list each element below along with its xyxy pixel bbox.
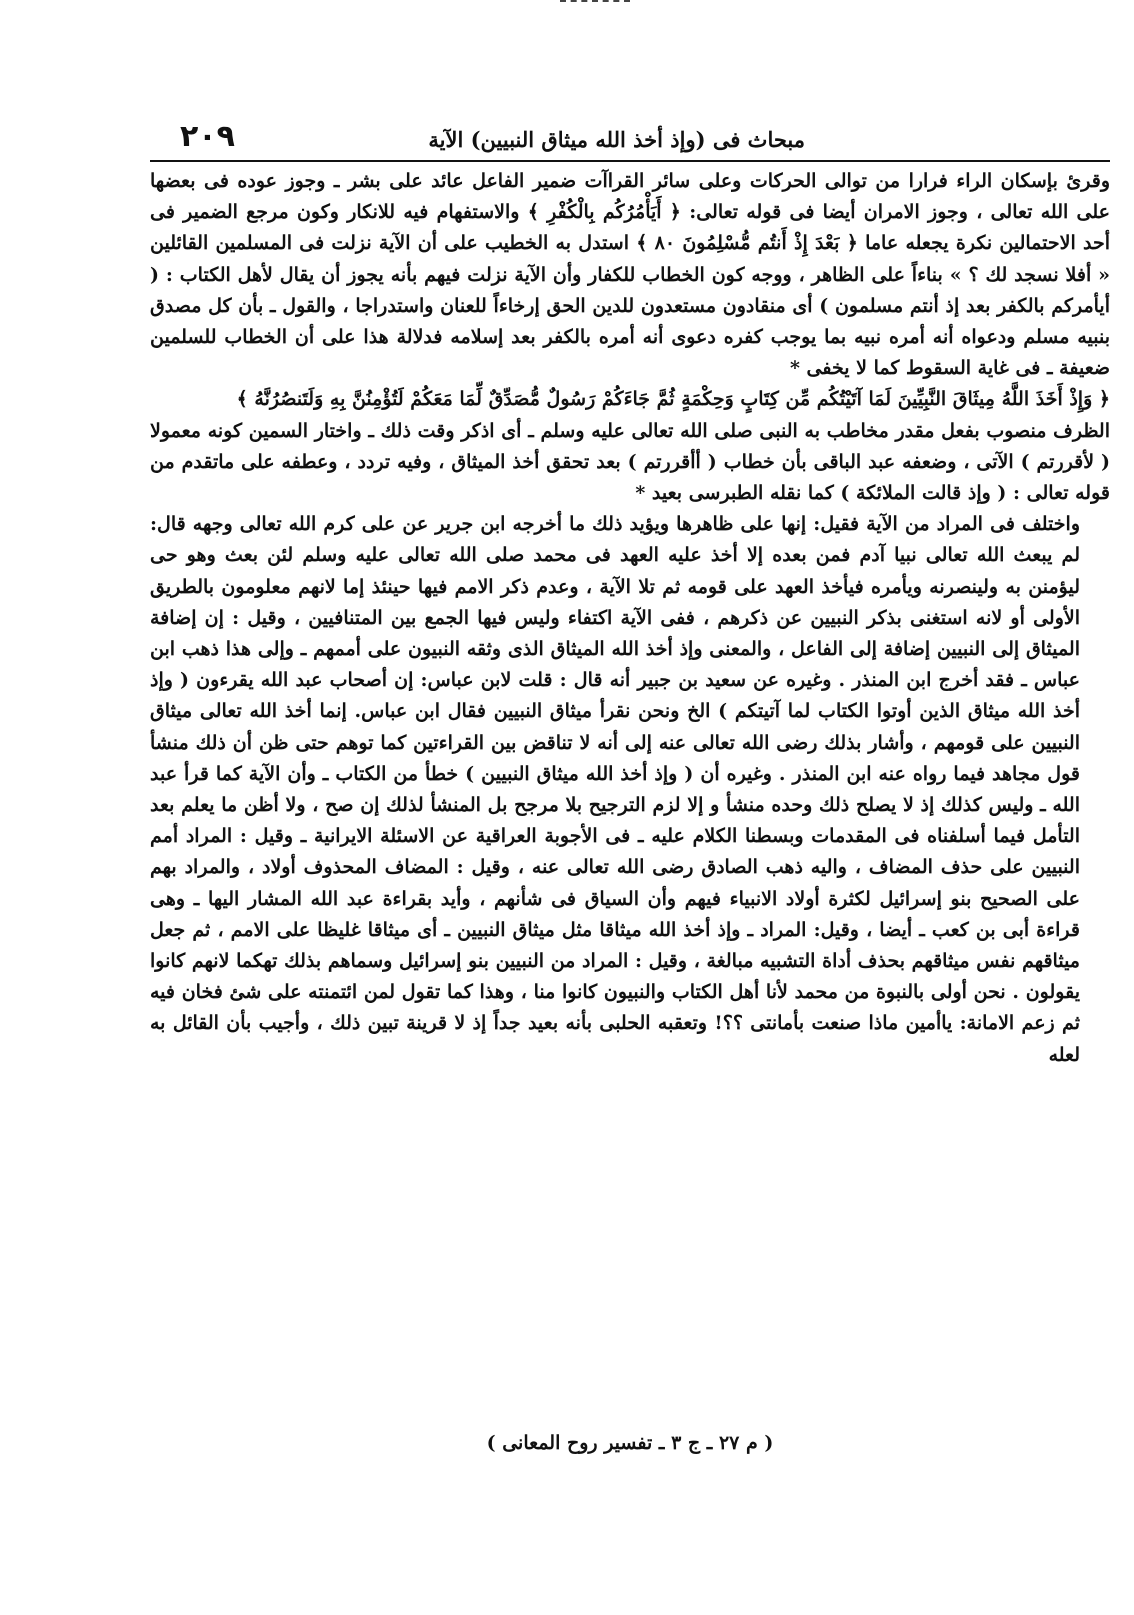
quran-verse: ﴿ وَإِذْ أَخَذَ اللَّهُ مِيثَاقَ النَّبِيِّينَ لَمَا آتَيْتُكُم مِّن كِتَابٍ وَحِكْمَةٍ ثُمَّ جَاءَكُمْ رَسُولٌ مُّصَدِّقٌ لِّمَا مَعَكُمْ لَتُؤْمِنُنَّ بِهِ وَلَتَنصُرُنَّهُ ﴾ [236,388,1110,411]
paragraph-1: وقرئ بإسكان الراء فرارا من توالى الحركات وعلى سائر القراآت ضمير الفاعل عائد على بشر ـ وجوز عوده فى بعضها على الله تعالى ، وجوز الامران أيضا فى قوله تعالى: ﴿ أَيَأْمُرُكُم بِالْكُفْرِ ﴾ والاستفهام فيه للانكار وكون مرجع الضمير فى أحد الاحتمالين نكرة يجعله عاما ﴿ بَعْدَ إِذْ أَنتُم مُّسْلِمُونَ ٨٠ ﴾ استدل به الخطيب على أن الآية نزلت فى المسلمين القائلين « أفلا نسجد لك ؟ » بناءاً على الظاهر ، ووجه كون الخطاب للكفار وأن الآية نزلت فيهم بأنه يجوز أن يقال لأهل الكتاب : ( أيأمركم بالكفر بعد إذ أنتم مسلمون ) أى منقادون مستعدون للدين الحق إرخاءاً للعنان واستدراجا ، والقول ـ بأن كل مصدق بنبيه مسلم ودعواه أنه أمره نبيه بما يوجب كفره دعوى أنه أمره بالكفر بعد إسلامه فدلالة هذا على أن الخطاب للسلمين ضعيفة ـ فى غاية السقوط كما لا يخفى * [150,170,1111,380]
page-header [150,119,1105,165]
page-number: ٢٠٩ [180,119,235,154]
paragraph-2: الظرف منصوب بفعل مقدر مخاطب به النبى صلى الله تعالى عليه وسلم ـ أى اذكر وقت ذلك ـ واختار السمين كونه معمولا ( لأقررتم ) الآتى ، وضعفه عبد الباقى بأن خطاب ( أأقررتم ) بعد تحقق أخذ الميثاق ، وفيه تردد ، وعطفه على ماتقدم من قوله تعالى : ( وإذ قالت الملائكة ) كما نقله الطبرسى بعيد * [150,419,1110,505]
paragraph-3: واختلف فى المراد من الآية فقيل: إنها على ظاهرها ويؤيد ذلك ما أخرجه ابن جرير عن على كرم الله تعالى وجهه قال: لم يبعث الله تعالى نبيا آدم فمن بعده إلا أخذ عليه العهد فى محمد صلى الله تعالى عليه وسلم لئن بعث وهو حى ليؤمنن به ولينصرنه ويأمره فيأخذ العهد على قومه ثم تلا الآية ، وعدم ذكر الامم فيها حينئذ إما لانهم معلومون بالطريق الأولى أو لانه استغنى بذكر النبيين عن ذكرهم ، ففى الآية اكتفاء وليس فيها الجمع بين المتنافيين ، وقيل : إن إضافة الميثاق إلى النبيين إضافة إلى الفاعل ، والمعنى وإذ أخذ الله الميثاق الذى وثقه النبيون على أممهم ـ وإلى هذا ذهب ابن عباس ـ فقد أخرج ابن المنذر . وغيره عن سعيد بن جبير أنه قال : قلت لابن عباس: إن أصحاب عبد الله يقرءون ( وإذ أخذ الله ميثاق الذين أوتوا الكتاب لما آتيتكم ) الخ ونحن نقرأ ميثاق النبيين فقال ابن عباس. إنما أخذ الله تعالى ميثاق النبيين على قومهم ، وأشار بذلك رضى الله تعالى عنه إلى أنه لا تناقض بين القراءتين كما توهم حتى ظن أن ذلك منشأ قول مجاهد فيما رواه عنه ابن المنذر . وغيره أن ( وإذ أخذ الله ميثاق النبيين ) خطأ من الكتاب ـ وأن الآية كما قرأ عبد الله ـ وليس كذلك إذ لا يصلح ذلك وحده منشأ و إلا لزم الترجيح بلا مرجح بل المنشأ لذلك إن صح ، ولا أظن ما يعلم بعد التأمل فيما أسلفناه فى المقدمات وبسطنا الكلام عليه ـ فى الأجوبة العراقية عن الاسئلة الايرانية ـ وقيل : المراد أمم النبيين على حذف المضاف ، واليه ذهب الصادق رضى الله تعالى عنه ، وقيل : المضاف المحذوف أولاد ، والمراد بهم على الصحيح بنو إسرائيل لكثرة أولاد الانبياء فيهم وأن السياق فى شأنهم ، وأيد بقراءة عبد الله المشار اليها ـ وهى قراءة أبى بن كعب ـ أيضا ، وقيل: المراد ـ وإذ أخذ الله ميثاقا مثل ميثاق النبيين ـ أى ميثاقا غليظا على الامم ، ثم جعل ميثاقهم نفس ميثاقهم بحذف أداة التشبيه مبالغة ، وقيل : المراد من النبيين بنو إسرائيل وسماهم بذلك تهكما لانهم كانوا يقولون . نحن أولى بالنبوة من محمد لأنا أهل الكتاب والنبيون كانوا منا ، وهذا كما تقول لمن ائتمنته على شئ فخان فيه ثم زعم الامانة: ياأمين ماذا صنعت بأمانتى ؟؟! وتعقبه الحلبى بأنه بعيد جداً إذ لا قرينة تبين ذلك ، وأجيب بأن القائل به لعله [150,513,1080,1066]
header-rule [150,160,1110,162]
signature-line: ( م ٢٧ ـ ج ٣ ـ تفسير روح المعانى ) [486,1432,774,1454]
running-title: مبحاث فى (وإذ أخذ الله ميثاق النبيين) الآية [428,127,805,152]
top-dash-mark [560,0,630,8]
main-text [150,166,1110,1071]
